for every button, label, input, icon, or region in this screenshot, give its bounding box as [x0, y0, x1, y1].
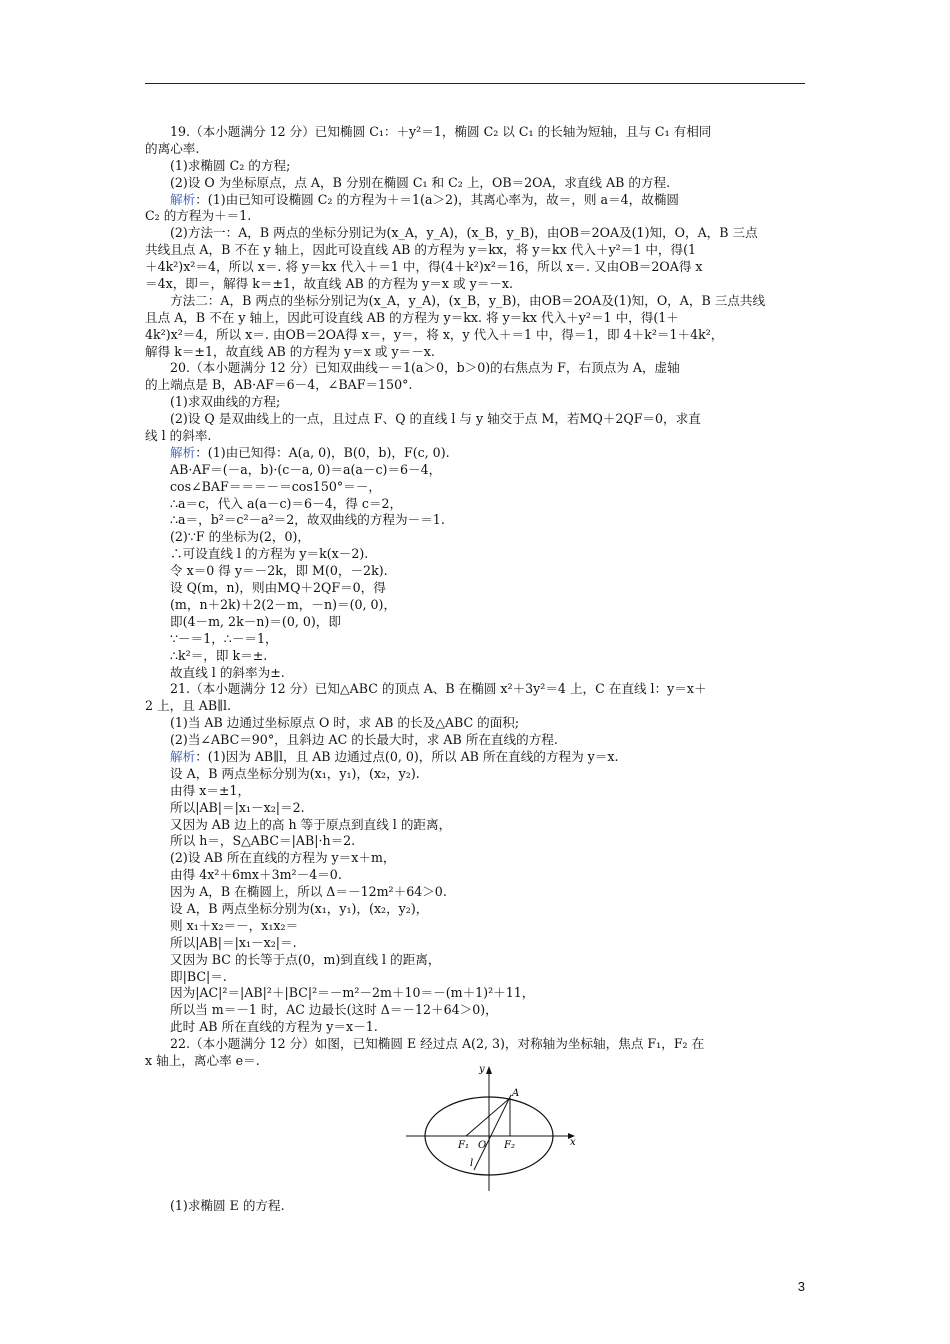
page-number: 3: [797, 1279, 805, 1294]
line-text: cos∠BAF＝＝＝－＝cos150°＝－，: [170, 478, 381, 494]
text-line: [145, 445, 807, 462]
answer-keyword: 解析: [170, 444, 196, 460]
line-text: ∴可设直线 l 的方程为 y＝k(x－2).: [170, 546, 369, 562]
line-text: 即|BC|＝.: [170, 968, 227, 984]
text-line: [145, 867, 807, 884]
line-text: 方法二：A，B 两点的坐标分别记为(x_A，y_A)，(x_B，y_B)，由OB＝2OA及(1)知，O，A，B 三点共线: [170, 292, 766, 308]
point-f1-label: F₁: [458, 1140, 469, 1151]
line-text: 设 A，B 两点坐标分别为(x₁，y₁)，(x₂，y₂)，: [170, 900, 429, 916]
line-text: 的上端点是 B，AB·AF＝6－4，∠BAF＝150°.: [145, 377, 413, 393]
line-text: 所以当 m＝－1 时，AC 边最长(这时 Δ＝－12＋64＞0)，: [170, 1002, 498, 1018]
text-line: [145, 665, 807, 682]
document-body: [145, 124, 807, 1070]
text-line: [145, 411, 807, 428]
text-line: [145, 496, 807, 513]
line-text: 解得 k＝±1，故直线 AB 的方程为 y＝x 或 y＝－x.: [145, 343, 435, 359]
line-text: 共线且点 A，B 不在 y 轴上，因此可设直线 AB 的方程为 y＝kx，将 y＝kx 代入＋y²＝1 中，得(1: [145, 242, 697, 258]
line-text: 又因为 BC 的长等于点(0，m)到直线 l 的距离，: [170, 951, 441, 967]
line-l-label: l: [470, 1158, 474, 1169]
line-text: (2)设 Q 是双曲线上的一点，且过点 F、Q 的直线 l 与 y 轴交于点 M，若MQ＋2QF＝0，求直: [170, 411, 701, 427]
y-axis-label: y: [479, 1064, 485, 1075]
line-text: ：(1)由已知得：A(a, 0)，B(0，b)，F(c, 0).: [195, 444, 450, 460]
text-line: [145, 817, 807, 834]
text-line: [145, 310, 807, 327]
line-text: 且点 A，B 不在 y 轴上，因此可设直线 AB 的方程为 y＝kx. 将 y＝kx 代入＋y²＝1 中，得(1＋: [145, 309, 679, 325]
line-text: 4k²)x²＝4，所以 x＝. 由OB＝2OA得 x＝，y＝，将 x，y 代入＋＝1 中，得＝1，即 4＋k²＝1＋4k²，: [145, 326, 724, 342]
line-text: (1)求双曲线的方程;: [170, 394, 281, 410]
text-line: [145, 192, 807, 209]
ellipse-figure: [398, 1060, 588, 1196]
text-line: [145, 529, 807, 546]
text-line: [145, 563, 807, 580]
line-text: (2)方法一：A，B 两点的坐标分别记为(x_A，y_A)，(x_B，y_B)，由OB＝2OA及(1)知，O，A，B 三点: [170, 225, 758, 241]
text-line: [145, 512, 807, 529]
line-text: 的离心率.: [145, 140, 200, 156]
line-text: (2)设 AB 所在直线的方程为 y＝x＋m，: [170, 850, 396, 866]
line-text: x 轴上，离心率 e＝.: [145, 1052, 260, 1068]
text-line: [145, 800, 807, 817]
text-line: [145, 327, 807, 344]
text-line: [145, 884, 807, 901]
text-line: [145, 698, 807, 715]
text-line: [145, 546, 807, 563]
line-text: ∴a＝c，代入 a(a－c)＝6－4，得 c＝2，: [170, 495, 403, 511]
line-text: C₂ 的方程为＋＝1.: [145, 208, 252, 224]
header-rule: [145, 83, 805, 84]
text-line: [145, 631, 807, 648]
text-line: [145, 158, 807, 175]
text-line: [145, 377, 807, 394]
line-text: (1)求椭圆 C₂ 的方程;: [170, 157, 291, 173]
line-text: 20.（本小题满分 12 分）已知双曲线－＝1(a＞0，b＞0)的右焦点为 F，右顶点为 A，虚轴: [170, 360, 680, 376]
text-line: [145, 124, 807, 141]
text-line: [145, 749, 807, 766]
line-text: ＝4x，即＝，解得 k＝±1，故直线 AB 的方程为 y＝x 或 y＝－x.: [145, 276, 513, 292]
line-text: (2)当∠ABC＝90°，且斜边 AC 的长最大时，求 AB 所在直线的方程.: [170, 732, 558, 748]
text-line: [145, 428, 807, 445]
line-text: (2)∵F 的坐标为(2，0)，: [170, 529, 311, 545]
line-text: ：(1)因为 AB∥l，且 AB 边通过点(0, 0)，所以 AB 所在直线的方程为 y＝x.: [195, 748, 619, 764]
line-text: 线 l 的斜率.: [145, 428, 212, 444]
text-line: [145, 597, 807, 614]
text-line: [145, 242, 807, 259]
text-line: [145, 175, 807, 192]
text-line: [145, 462, 807, 479]
text-line: [145, 918, 807, 935]
text-line: [145, 208, 807, 225]
x-axis-label: x: [570, 1137, 576, 1148]
text-line: [145, 901, 807, 918]
line-text: 因为 A，B 在椭圆上，所以 Δ＝－12m²＋64＞0.: [170, 884, 447, 900]
text-line: [145, 1036, 807, 1053]
line-text: 因为|AC|²＝|AB|²＋|BC|²＝－m²－2m＋10＝－(m＋1)²＋11，: [170, 985, 535, 1001]
line-text: AB·AF＝(－a，b)·(c－a, 0)＝a(a－c)＝6－4，: [170, 461, 442, 477]
point-a-label: A: [512, 1088, 520, 1099]
text-line: [145, 1019, 807, 1036]
line-text: 19.（本小题满分 12 分）已知椭圆 C₁：＋y²＝1，椭圆 C₂ 以 C₁ 的长轴为短轴，且与 C₁ 有相同: [170, 124, 712, 139]
text-line: [145, 969, 807, 986]
text-line: [145, 833, 807, 850]
text-line: [145, 985, 807, 1002]
origin-label: O: [478, 1140, 487, 1151]
line-text: 所以|AB|＝|x₁－x₂|＝.: [170, 934, 297, 950]
text-line: [145, 952, 807, 969]
answer-keyword: 解析: [170, 191, 196, 207]
text-line: [145, 259, 807, 276]
text-line: [145, 276, 807, 293]
text-line: [145, 293, 807, 310]
point-f2-label: F₂: [504, 1140, 515, 1151]
line-text: 由得 x＝±1，: [170, 782, 251, 798]
text-line: [145, 715, 807, 732]
line-text: 由得 4x²＋6mx＋3m²－4＝0.: [170, 867, 342, 883]
line-text: 故直线 l 的斜率为±.: [170, 664, 285, 680]
text-line: [145, 580, 807, 597]
line-text: 所以 h＝，S△ABC＝|AB|·h＝2.: [170, 833, 356, 849]
text-line: [145, 394, 807, 411]
text-line: [145, 479, 807, 496]
line-text: ∴a＝，b²＝c²－a²＝2，故双曲线的方程为－＝1.: [170, 512, 445, 528]
line-text: 2 上，且 AB∥l.: [145, 698, 231, 714]
line-text: 22.（本小题满分 12 分）如图，已知椭圆 E 经过点 A(2, 3)，对称轴为坐标轴，焦点 F₁，F₂ 在: [170, 1036, 705, 1052]
line-text: 所以|AB|＝|x₁－x₂|＝2.: [170, 799, 305, 815]
text-line: [145, 614, 807, 631]
text-line: [145, 648, 807, 665]
text-line: [145, 225, 807, 242]
text-line: [145, 783, 807, 800]
line-text: 即(4－m, 2k－n)＝(0, 0)，即: [170, 613, 341, 629]
text-line: [145, 935, 807, 952]
line-text: (2)设 O 为坐标原点，点 A，B 分别在椭圆 C₁ 和 C₂ 上，OB＝2OA，求直线 AB 的方程.: [170, 174, 671, 190]
line-text: ∵－＝1，∴－＝1，: [170, 630, 278, 646]
question-22-part1: [145, 1198, 807, 1215]
line-text: (1)当 AB 边通过坐标原点 O 时，求 AB 的长及△ABC 的面积;: [170, 715, 520, 731]
line-text: 设 Q(m，n)，则由MQ＋2QF＝0，得: [170, 580, 386, 596]
text-line: [145, 360, 807, 377]
line-text: ：(1)由已知可设椭圆 C₂ 的方程为＋＝1(a＞2)，其离心率为，故＝，则 a＝4，故椭圆: [195, 191, 680, 207]
line-text: ∴k²＝，即 k＝±.: [170, 647, 268, 663]
text-line: (1)求椭圆 E 的方程.: [170, 1198, 285, 1213]
text-line: [145, 850, 807, 867]
text-line: [145, 681, 807, 698]
line-text: 又因为 AB 边上的高 h 等于原点到直线 l 的距离，: [170, 816, 452, 832]
line-text: 令 x＝0 得 y＝－2k，即 M(0，－2k).: [170, 563, 388, 579]
text-line: [145, 141, 807, 158]
text-line: [145, 344, 807, 361]
text-line: [145, 732, 807, 749]
answer-keyword: 解析: [170, 748, 196, 764]
line-text: 此时 AB 所在直线的方程为 y＝x－1.: [170, 1019, 378, 1035]
line-text: 设 A，B 两点坐标分别为(x₁，y₁)，(x₂，y₂).: [170, 765, 420, 781]
text-line: [145, 1002, 807, 1019]
line-text: (m，n＋2k)＋2(2－m，－n)＝(0, 0)，: [170, 596, 397, 612]
text-line: [145, 766, 807, 783]
line-text: 则 x₁＋x₂＝－，x₁x₂＝: [170, 917, 299, 933]
line-text: ＋4k²)x²＝4，所以 x＝. 将 y＝kx 代入＋＝1 中，得(4＋k²)x²＝16，所以 x＝. 又由OB＝2OA得 x: [145, 259, 703, 275]
line-text: 21.（本小题满分 12 分）已知△ABC 的顶点 A、B 在椭圆 x²＋3y²＝4 上，C 在直线 l：y＝x＋: [170, 681, 707, 697]
